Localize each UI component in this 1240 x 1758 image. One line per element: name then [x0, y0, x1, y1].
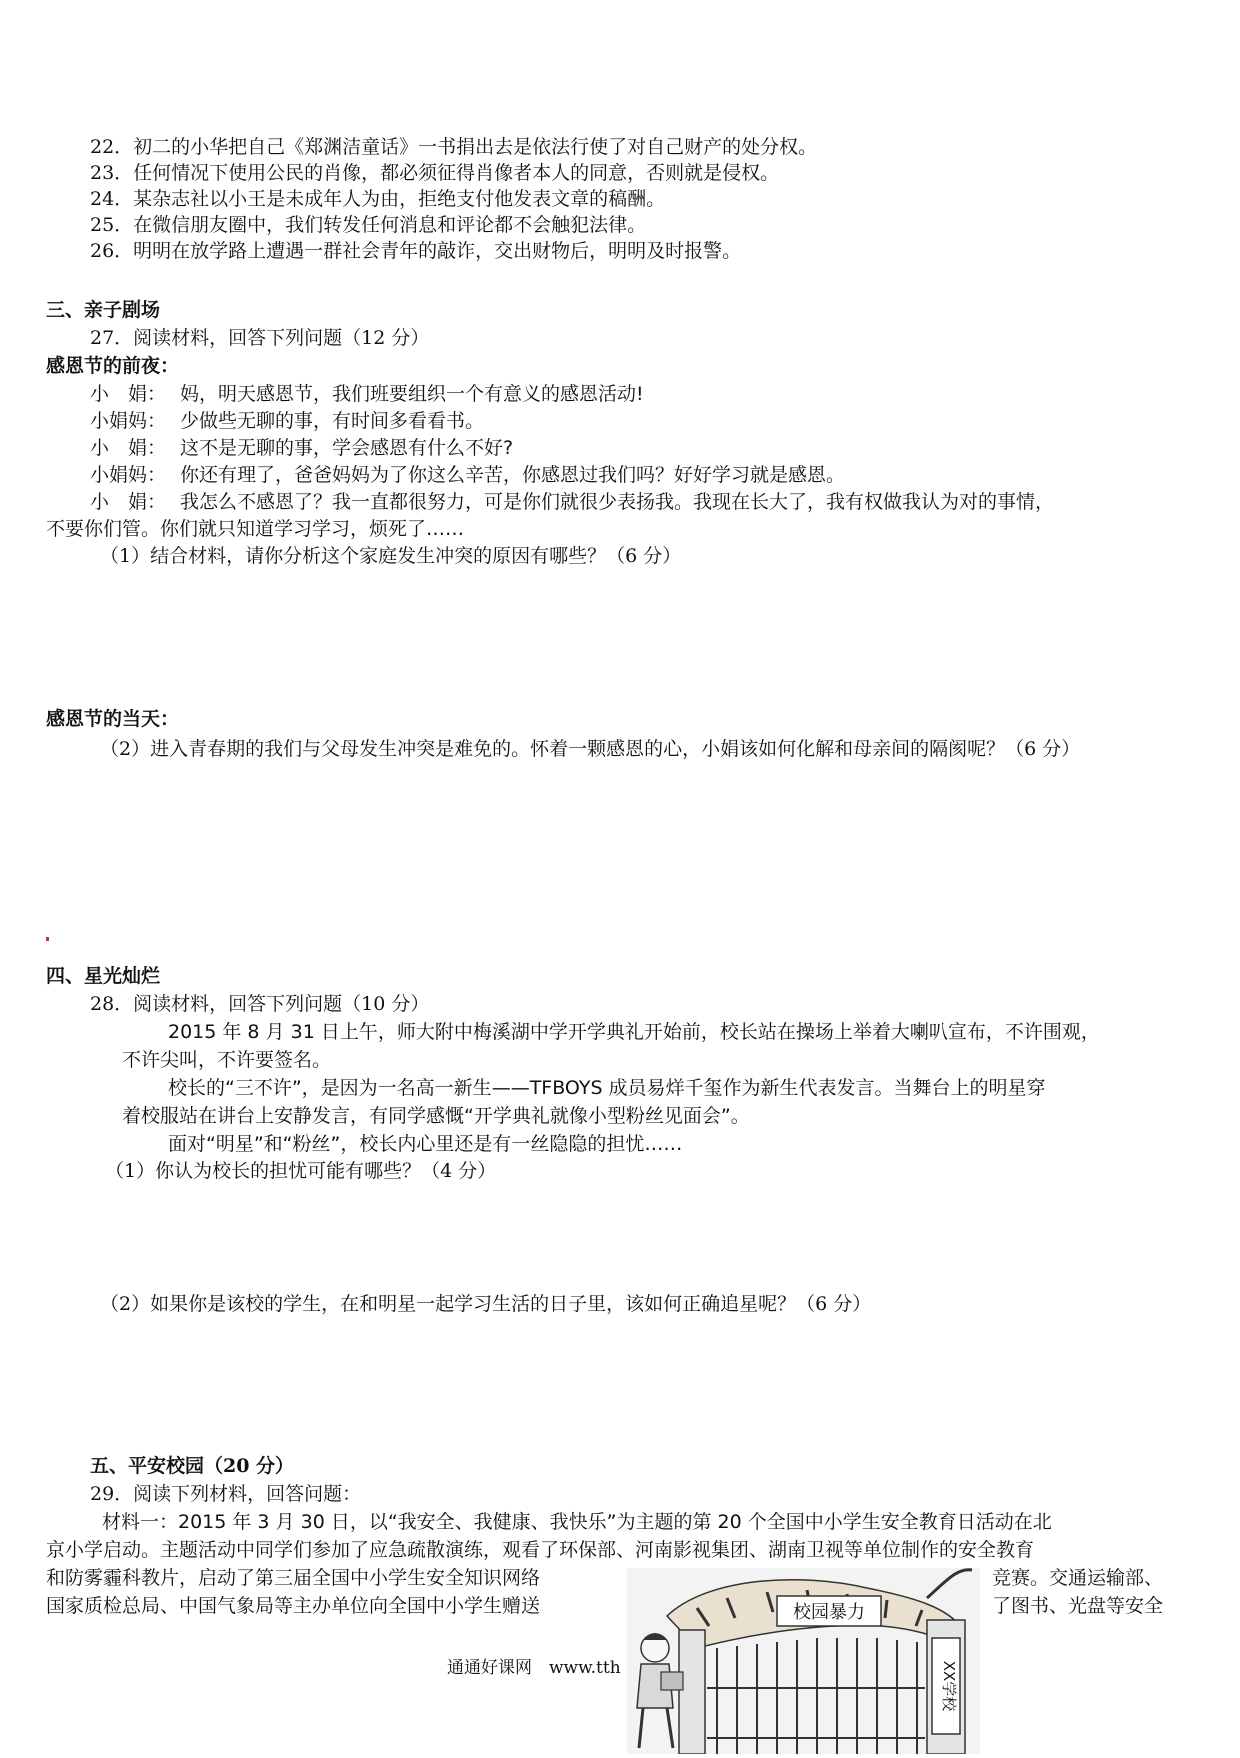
- school-violence-cartoon: [627, 1568, 980, 1754]
- student-legs: [639, 1708, 673, 1748]
- question-27-1: （1）结合材料，请你分析这个家庭发生冲突的原因有哪些？（6 分）: [100, 545, 682, 567]
- gate-pillar-left: [679, 1630, 705, 1754]
- material-29-line-2: 京小学启动。主题活动中同学们参加了应急疏散演练，观看了环保部、河南影视集团、湖南卫视等单位制作的安全教育: [46, 1539, 1035, 1561]
- question-28-2: （2）如果你是该校的学生，在和明星一起学习生活的日子里，该如何正确追星呢？（6 分）: [100, 1293, 872, 1315]
- section-4-heading: 四、星光灿烂: [46, 965, 161, 987]
- school-sign-text: XX学校: [940, 1660, 958, 1712]
- eve-title: 感恩节的前夜：: [46, 355, 180, 377]
- material-29-line-3-left: 和防雾霾科教片，启动了第三届全国中小学生安全知识网络: [46, 1567, 541, 1589]
- material-28-p2: 校长的“三不许”，是因为一名高一新生——TFBOYS 成员易烊千玺作为新生代表发言。当舞台上的明星穿: [168, 1077, 1046, 1099]
- material-28-p3: 面对“明星”和“粉丝”，校长内心里还是有一丝隐隐的担忧……: [168, 1133, 683, 1155]
- dialogue-text: 少做些无聊的事，有时间多看看书。: [180, 410, 485, 432]
- dialogue-text: 你还有理了，爸爸妈妈为了你这么辛苦，你感恩过我们吗？好好学习就是感恩。: [180, 464, 846, 486]
- question-27: 27．阅读材料，回答下列问题（12 分）: [90, 327, 430, 349]
- item-22: 22．初二的小华把自己《郑渊洁童话》一书捐出去是依法行使了对自己财产的处分权。: [90, 136, 818, 158]
- dialogue-continuation: 不要你们管。你们就只知道学习学习，烦死了……: [46, 518, 465, 540]
- dialogue-line: [90, 489, 1054, 515]
- question-27-2: （2）进入青春期的我们与父母发生冲突是难免的。怀着一颗感恩的心，小娟该如何化解和母亲间的隔阂呢？（6 分）: [100, 738, 1081, 760]
- question-28: 28．阅读材料，回答下列问题（10 分）: [90, 993, 430, 1015]
- dialogue-line: [90, 381, 644, 407]
- material-29-line-4-left: 国家质检总局、中国气象局等主办单位向全国中小学生赠送: [46, 1595, 541, 1617]
- material-29-line-3-right: 竞赛。交通运输部、: [992, 1567, 1164, 1589]
- material-28-p2-cont: 着校服站在讲台上安静发言，有同学感慨“开学典礼就像小型粉丝见面会”。: [122, 1105, 750, 1127]
- material-29-line-1: 材料一：2015 年 3 月 30 日，以“我安全、我健康、我快乐”为主题的第 20 个全国中小学生安全教育日活动在北: [102, 1511, 1052, 1533]
- section-5-heading: 五、平安校园（20 分）: [90, 1455, 295, 1477]
- question-28-1: （1）你认为校长的担忧可能有哪些？（4 分）: [105, 1160, 497, 1182]
- item-25: 25．在微信朋友圈中，我们转发任何消息和评论都不会触犯法律。: [90, 214, 647, 236]
- dialogue-speaker: 小 娟：: [90, 437, 167, 459]
- tiger-tail: [927, 1570, 972, 1598]
- material-29-line-4-right: 了图书、光盘等安全: [992, 1595, 1164, 1617]
- gate-bars: [707, 1638, 925, 1754]
- item-24: 24．某杂志社以小王是未成年人为由，拒绝支付他发表文章的稿酬。: [90, 188, 666, 210]
- dialogue-line: [90, 408, 484, 434]
- material-28-p1-cont: 不许尖叫，不许要签名。: [122, 1049, 332, 1071]
- dialogue-text: 这不是无聊的事，学会感恩有什么不好?: [180, 437, 514, 459]
- item-26: 26．明明在放学路上遭遇一群社会青年的敲诈，交出财物后，明明及时报警。: [90, 240, 742, 262]
- dialogue-speaker: 小娟妈：: [90, 410, 167, 432]
- footer-watermark: 通通好课网 www.tth: [447, 1658, 621, 1678]
- material-29-line-4: [46, 1592, 1196, 1620]
- material-29-line-3: [46, 1564, 1196, 1592]
- dialogue-text: 我怎么不感恩了？我一直都很努力，可是你们就很少表扬我。我现在长大了，我有权做我认为对的事情，: [180, 491, 1055, 513]
- dialogue-text: 妈，明天感恩节，我们班要组织一个有意义的感恩活动!: [180, 383, 644, 405]
- stray-mark: [46, 937, 49, 941]
- dialogue-speaker: 小 娟：: [90, 491, 167, 513]
- student-bag: [661, 1672, 683, 1690]
- dialogue-speaker: 小娟妈：: [90, 464, 167, 486]
- cartoon-drawing: [627, 1568, 980, 1754]
- dialogue-speaker: 小 娟：: [90, 383, 167, 405]
- banner-text: 校园暴力: [793, 1602, 865, 1623]
- day-title: 感恩节的当天：: [46, 708, 180, 730]
- item-23: 23．任何情况下使用公民的肖像，都必须征得肖像者本人的同意，否则就是侵权。: [90, 162, 780, 184]
- material-28-p1: 2015 年 8 月 31 日上午，师大附中梅溪湖中学开学典礼开始前，校长站在操场上举着大喇叭宣布，不许围观，: [168, 1021, 1100, 1043]
- section-3-heading: 三、亲子剧场: [46, 299, 161, 321]
- dialogue-line: [90, 435, 513, 461]
- question-29: 29．阅读下列材料，回答问题：: [90, 1483, 362, 1505]
- student-hair: [643, 1633, 667, 1640]
- dialogue-line: [90, 462, 845, 488]
